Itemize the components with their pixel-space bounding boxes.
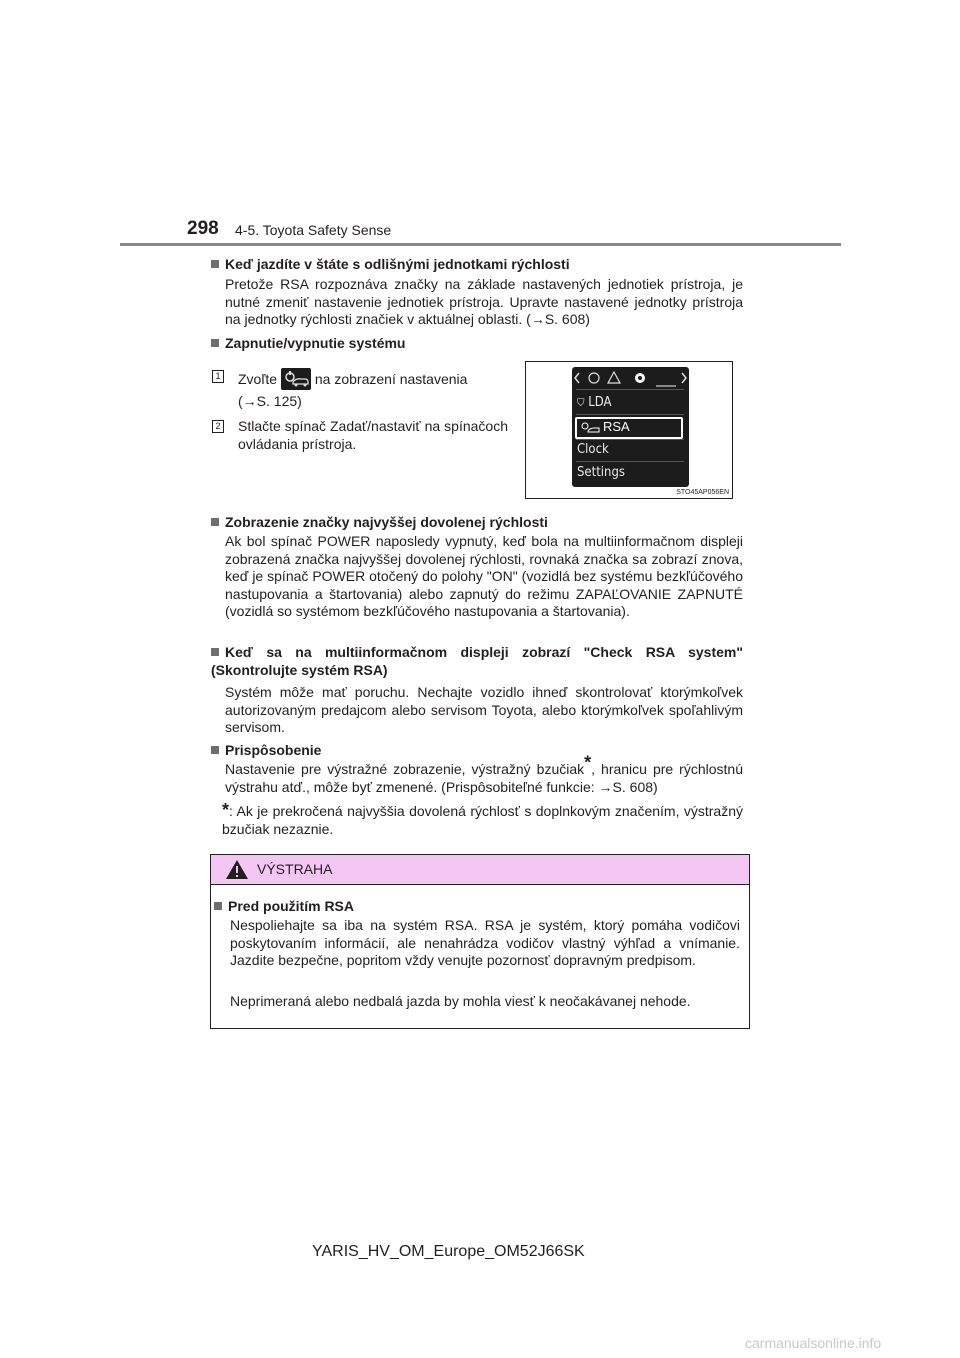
step-1-number: 1 xyxy=(212,370,224,383)
warning-para-2: Neprimeraná alebo nedbalá jazda by mohla viesť k neočakávanej nehode. xyxy=(230,993,691,1009)
step-2-number: 2 xyxy=(212,420,224,433)
rsa-icon xyxy=(580,421,602,435)
display-heading: Zobrazenie značky najvyššej dovolenej rýchlosti xyxy=(211,514,548,532)
display-body: Ak bol spínač POWER naposledy vypnutý, keď bola na multiinformačnom displeji zobrazená značka najvyššej dovolenej rýchlosti, rovnaká značka sa zobrazí znova, keď je spínač POWER otočený do polohy "ON" (vozidlá bez systému bezkľúčového nastupovania a štartovania) alebo zapnutý do režimu ZAPAĽOVANIE ZAPNUTÉ (vozidlá so systémom bezkľúčového nastupovania a štartovania). xyxy=(225,533,743,619)
section-title: 4-5. Toyota Safety Sense xyxy=(235,222,392,238)
bullet-square-icon xyxy=(211,518,219,526)
step-2-text: Stlačte spínač Zadať/nastaviť na spínačoch ovládania prístroja. xyxy=(238,418,508,452)
warning-title: VÝSTRAHA xyxy=(257,861,333,877)
bullet-square-icon xyxy=(211,339,219,347)
warning-heading: Pred použitím RSA xyxy=(214,898,354,916)
check-heading: Keď sa na multiinformačnom displeji zobrazí "Check RSA system" (Skontrolujte systém RSA) xyxy=(211,644,743,678)
menu-item-lda: ⛉ LDA xyxy=(577,395,612,410)
check-body: Systém môže mať poruchu. Nechajte vozidlo ihneď skontrolovať ktorýmkoľvek autorizovaným predajcom alebo servisom Toyota, alebo ktorýmkoľvek spoľahlivým servisom. xyxy=(225,684,743,735)
units-body: Pretože RSA rozpoznáva značky na základe nastavených jednotiek prístroja, je nutné zmeniť nastavenie jednotiek prístroja. Upravte nastavené jednotky prístroja na jednotky rýchlosti značiek v aktuálnej oblasti. (→S. 608) xyxy=(225,276,743,327)
custom-body: Nastavenie pre výstražné zobrazenie, výstražný bzučiak*, hranicu pre rýchlostnú výstrahu atď., môže byť zmenené. (Prispôsobiteľné funkcie: →S. 608) xyxy=(225,752,743,795)
warning-header xyxy=(211,855,749,885)
vehicle-settings-icon xyxy=(589,373,599,383)
bullet-square-icon xyxy=(214,902,222,910)
rsa-sign-icon xyxy=(281,368,311,390)
footnote: *: Ak je prekročená najvyššia dovolená rýchlosť s doplnkovým značením, výstražný bzučiak nezaznie. xyxy=(222,800,743,837)
header-rule xyxy=(120,243,841,246)
figure-caption-code: STO45AP056EN xyxy=(676,489,729,496)
step-1-ref: (→S. 125) xyxy=(238,393,302,409)
menu-item-rsa-selected: RSA xyxy=(575,417,683,439)
menu-item-settings: Settings xyxy=(577,465,625,480)
warning-tab-icon xyxy=(608,372,620,383)
document-id: YARIS_HV_OM_Europe_OM52J66SK xyxy=(312,1243,585,1260)
custom-heading: Prispôsobenie xyxy=(211,742,321,760)
chevron-left-icon xyxy=(575,373,579,383)
warning-triangle-icon xyxy=(225,859,249,880)
units-heading: Keď jazdíte v štáte s odlišnými jednotkami rýchlosti xyxy=(211,256,570,274)
multi-info-display xyxy=(572,367,689,487)
settings-screen-figure xyxy=(525,361,733,499)
chevron-right-icon xyxy=(682,373,686,383)
bullet-square-icon xyxy=(211,648,219,656)
bullet-square-icon xyxy=(211,746,219,754)
page-number: 298 xyxy=(187,218,219,239)
onoff-heading: Zapnutie/vypnutie systému xyxy=(211,335,405,353)
settings-tab-bar xyxy=(572,367,689,389)
bullet-square-icon xyxy=(211,260,219,268)
warning-para-1: Nespoliehajte sa iba na systém RSA. RSA je systém, ktorý pomáha vodičovi poskytovaním informácií, ale nenahrádza vodičov vlastný výhľad a vnímanie. Jazdite bezpečne, popritom vždy venujte pozornosť dopravným predpisom. xyxy=(230,917,740,968)
menu-item-clock: Clock xyxy=(577,442,609,457)
watermark: carmanualsonline.info xyxy=(745,1335,882,1351)
step-1-text: Zvoľte na zobrazení nastavenia xyxy=(238,368,508,390)
warning-box xyxy=(210,854,750,1029)
lda-icon: ⛉ xyxy=(577,398,585,409)
